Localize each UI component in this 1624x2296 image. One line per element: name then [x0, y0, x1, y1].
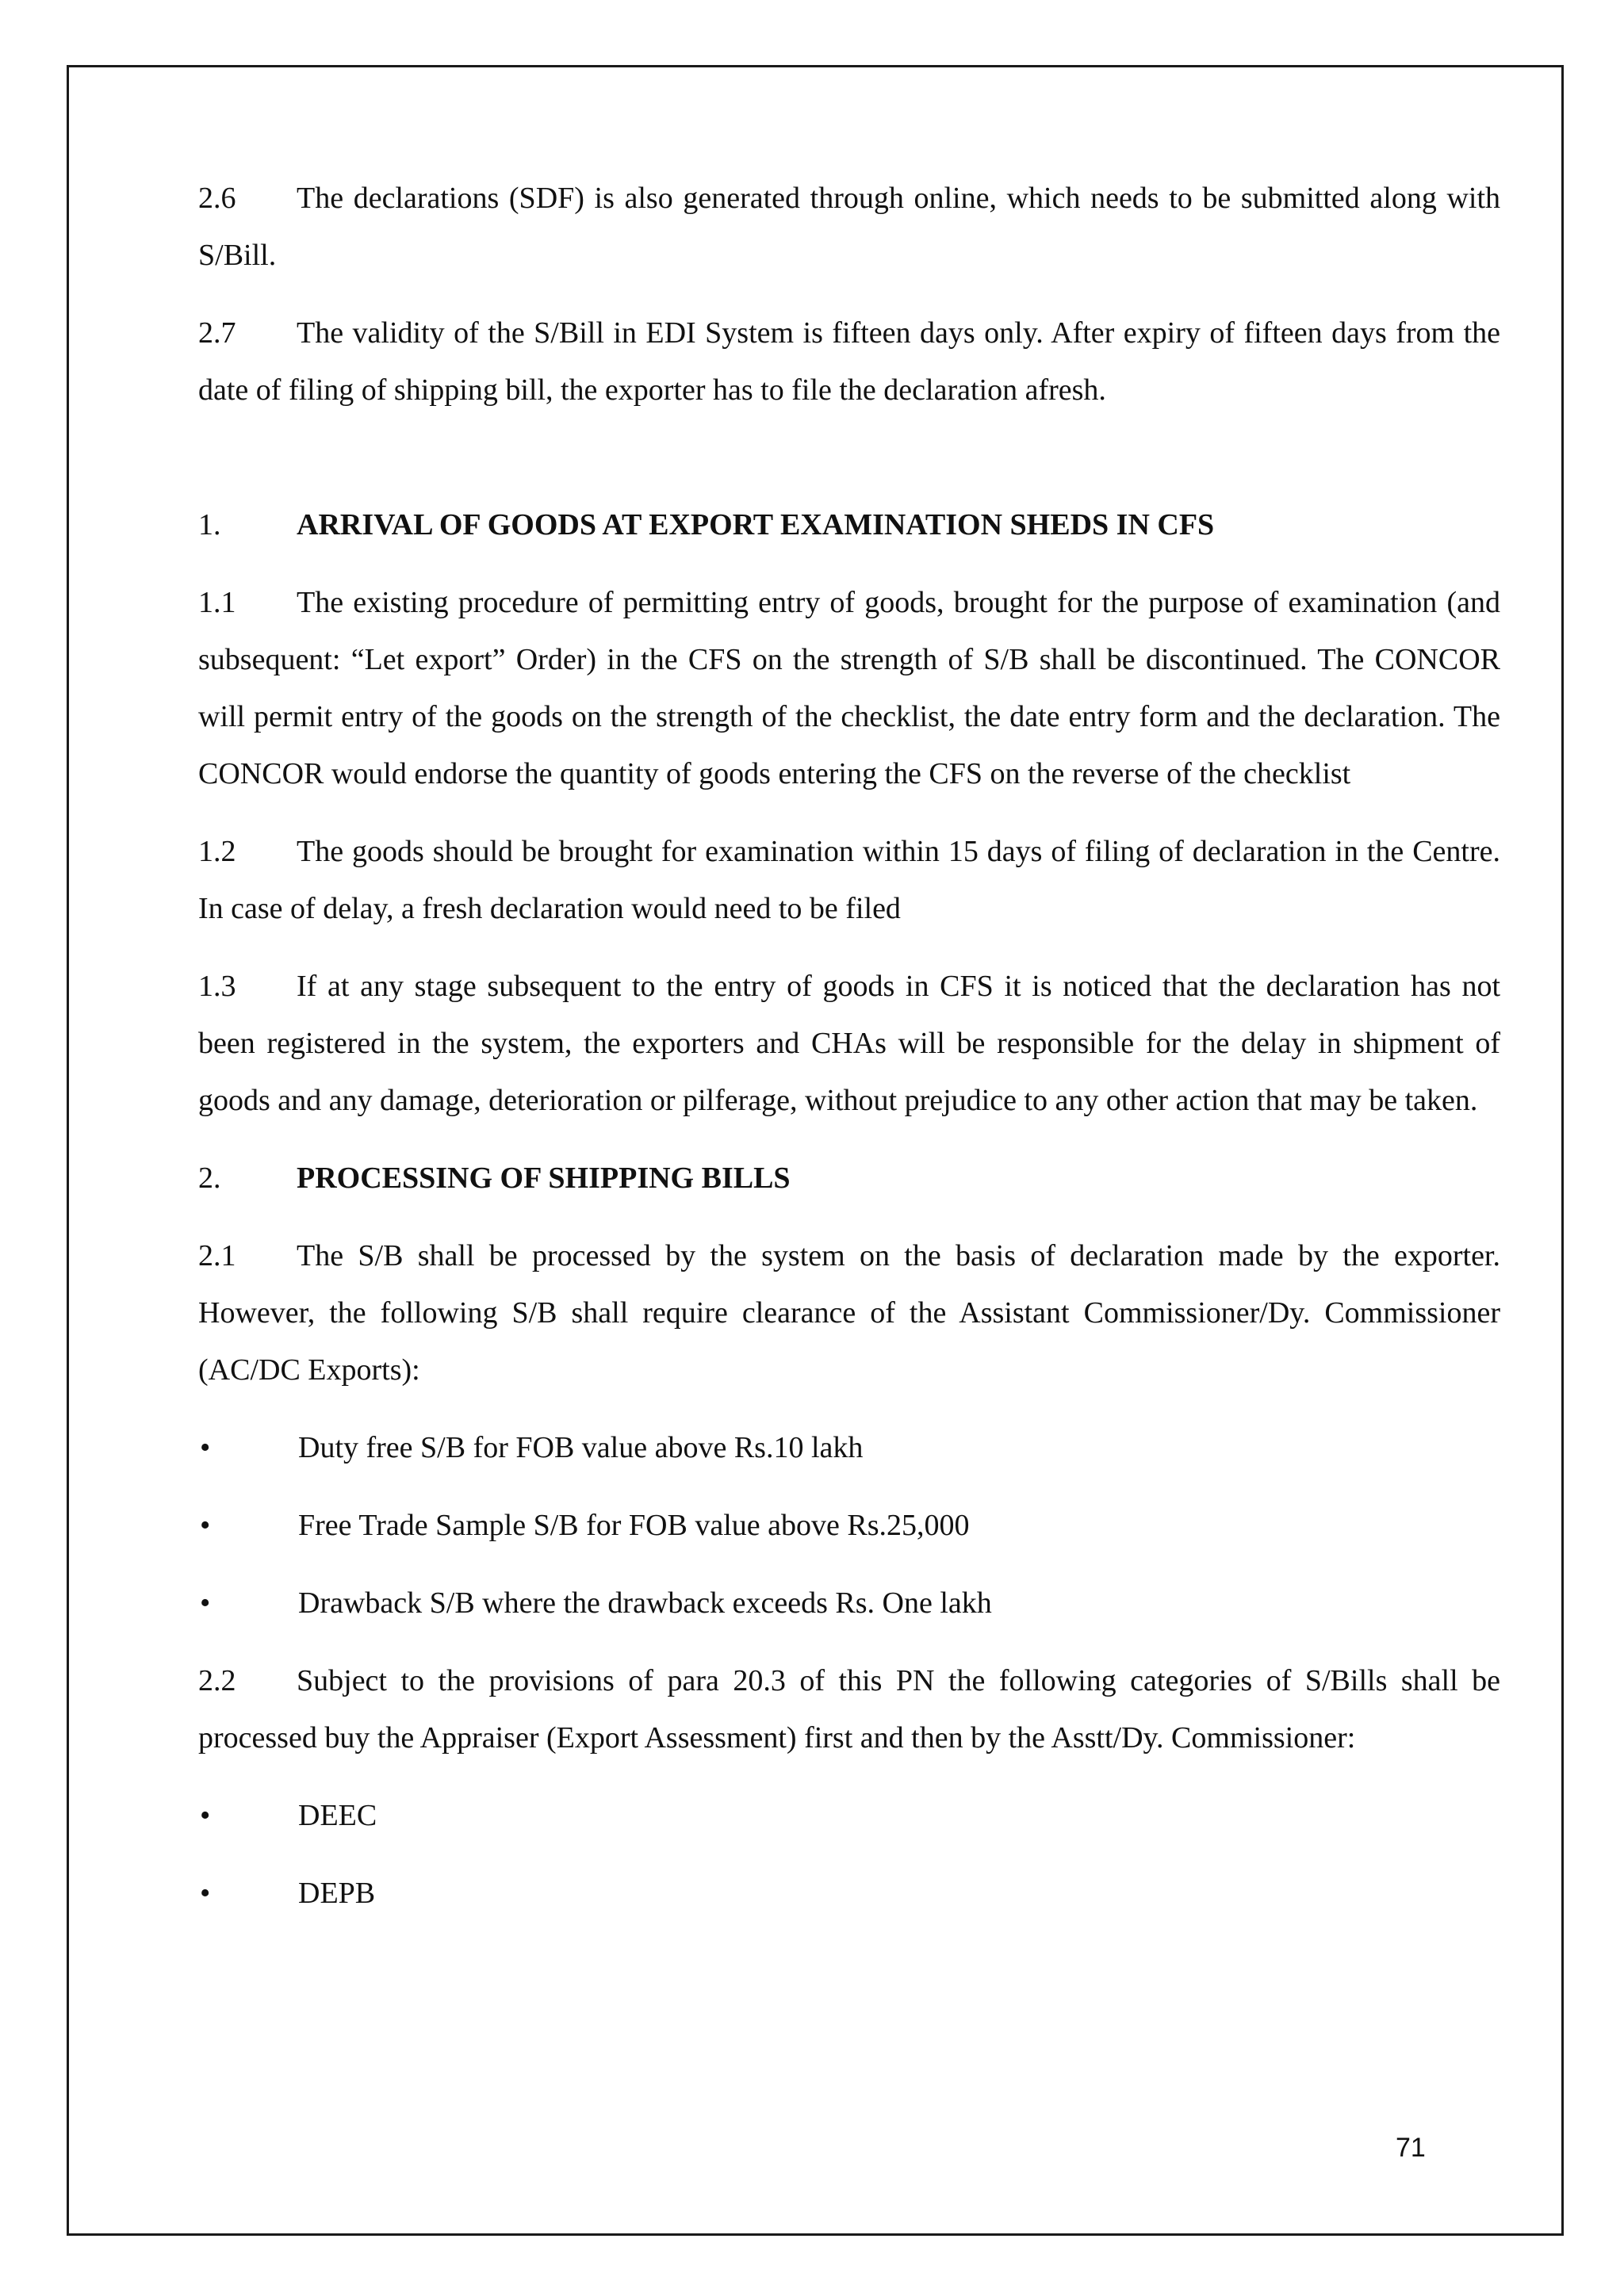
bullet-icon: •	[200, 1431, 211, 1464]
section-title: PROCESSING OF SHIPPING BILLS	[297, 1161, 791, 1195]
bullet-item	[198, 1575, 1500, 1632]
bullet-text: DEPB	[298, 1877, 376, 1910]
paragraph-2-2	[198, 1652, 1500, 1766]
paragraph-2-1	[198, 1227, 1500, 1399]
spacer	[198, 439, 1500, 496]
paragraph-1-3	[198, 958, 1500, 1129]
bullet-item	[198, 1787, 1500, 1844]
section-heading-processing-of-shipping-bills	[198, 1150, 1500, 1207]
bullet-icon: •	[200, 1799, 211, 1832]
paragraph-text: If at any stage subsequent to the entry of goods in CFS it is noticed that the declaration has not been registered in the system, the exporters and CHAs will be responsible for the delay in shipment of goods and any damage, deterioration or pilferage, without prejudice to any other action that may be taken.	[198, 970, 1500, 1117]
paragraph-text: The validity of the S/Bill in EDI System is fifteen days only. After expiry of fifteen days from the date of filing of shipping bill, the exporter has to file the declaration afresh.	[198, 316, 1500, 407]
bullet-text: Duty free S/B for FOB value above Rs.10 lakh	[298, 1431, 864, 1464]
paragraph-1-1	[198, 574, 1500, 802]
bullet-item	[198, 1497, 1500, 1554]
bullet-item	[198, 1419, 1500, 1476]
section-heading-arrival-of-goods	[198, 496, 1500, 553]
paragraph-2-6	[198, 170, 1500, 284]
bullet-icon: •	[200, 1586, 211, 1620]
paragraph-number: 2.1	[198, 1239, 236, 1272]
bullet-icon: •	[200, 1509, 211, 1542]
paragraph-number: 1.1	[198, 586, 236, 619]
section-number: 2.	[198, 1161, 221, 1195]
document-body	[198, 170, 1500, 1942]
section-title: ARRIVAL OF GOODS AT EXPORT EXAMINATION SHEDS IN CFS	[297, 508, 1215, 541]
bullet-text: DEEC	[298, 1799, 377, 1832]
paragraph-text: The existing procedure of permitting entry of goods, brought for the purpose of examination (and subsequent: “Let export” Order) in the CFS on the strength of S/B shall be discontinued. The CONCOR will permit entry of the goods on the strength of the checklist, the date entry form and the declaration. The CONCOR would endorse the quantity of goods entering the CFS on the reverse of the checklist	[198, 586, 1500, 790]
paragraph-number: 2.2	[198, 1664, 236, 1697]
paragraph-number: 1.3	[198, 970, 236, 1003]
paragraph-1-2	[198, 823, 1500, 937]
bullet-text: Free Trade Sample S/B for FOB value above Rs.25,000	[298, 1509, 970, 1542]
paragraph-2-7	[198, 304, 1500, 419]
paragraph-text: The goods should be brought for examination within 15 days of filing of declaration in the Centre. In case of delay, a fresh declaration would need to be filed	[198, 835, 1500, 925]
bullet-item	[198, 1865, 1500, 1922]
bullet-icon: •	[200, 1877, 211, 1910]
paragraph-text: The S/B shall be processed by the system on the basis of declaration made by the exporter. However, the following S/B shall require clearance of the Assistant Commissioner/Dy. Commissioner (AC/DC Exports):	[198, 1239, 1500, 1387]
paragraph-text: Subject to the provisions of para 20.3 of this PN the following categories of S/Bills shall be processed buy the Appraiser (Export Assessment) first and then by the Asstt/Dy. Commissioner:	[198, 1664, 1500, 1755]
paragraph-text: The declarations (SDF) is also generated through online, which needs to be submitted along with S/Bill.	[198, 182, 1500, 272]
page-number: 71	[1396, 2133, 1426, 2163]
paragraph-number: 2.6	[198, 182, 236, 215]
section-number: 1.	[198, 508, 221, 541]
paragraph-number: 1.2	[198, 835, 236, 868]
bullet-text: Drawback S/B where the drawback exceeds Rs. One lakh	[298, 1586, 992, 1620]
paragraph-number: 2.7	[198, 316, 236, 350]
